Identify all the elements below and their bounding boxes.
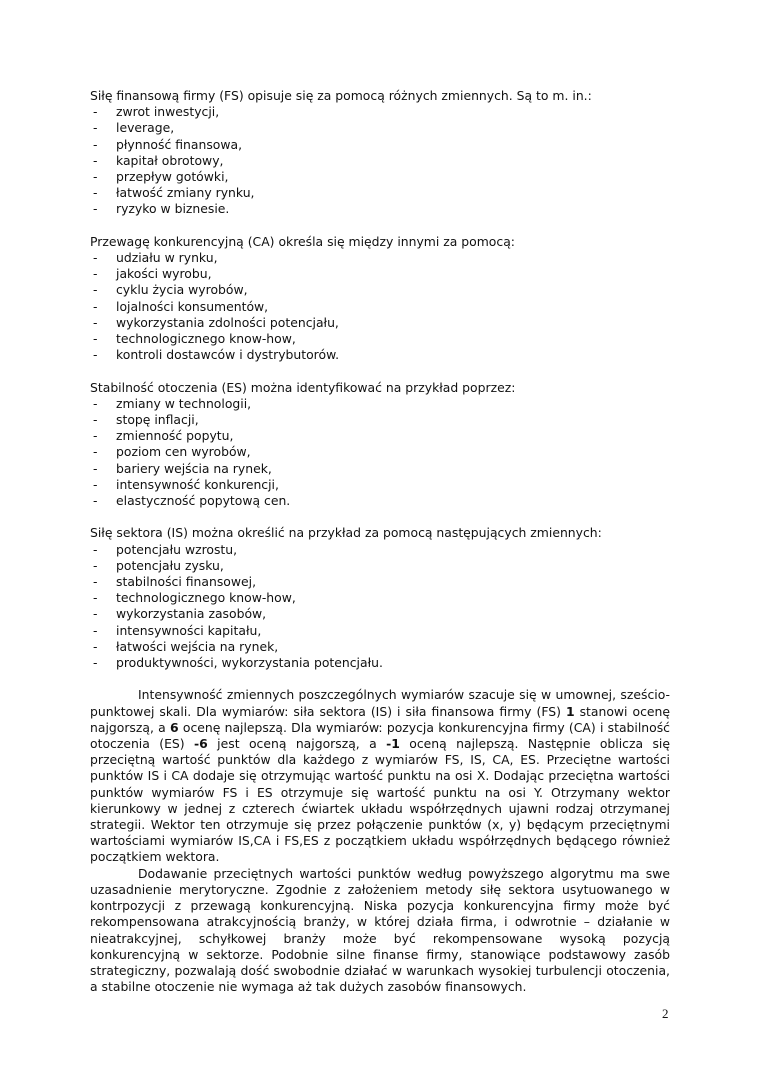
list-item: - jakości wyrobu, — [90, 266, 670, 282]
section-es-lead: Stabilność otoczenia (ES) można identyfikować na przykład poprzez: — [90, 379, 516, 395]
section-ca-lead: Przewagę konkurencyjną (CA) określa się między innymi za pomocą: — [90, 233, 515, 249]
list-item: - płynność finansowa, — [90, 137, 670, 153]
list-item: - elastyczność popytową cen. — [90, 493, 670, 509]
list-item: - bariery wejścia na rynek, — [90, 461, 670, 477]
list-item: - technologicznego know-how, — [90, 331, 670, 347]
paragraph-text: stanowi ocenę najgorszą, a — [90, 703, 670, 735]
list-item: - leverage, — [90, 120, 670, 136]
bold-value: -1 — [386, 736, 400, 752]
list-item: - intensywność konkurencji, — [90, 477, 670, 493]
paragraph-text: Intensywność zmiennych poszczególnych wymiarów szacuje się w umownej, sześcio-punktowej skali. Dla wymiarów: siła sektora (IS) i siła finansowa firmy (FS) — [90, 687, 670, 719]
list-item: - łatwości wejścia na rynek, — [90, 639, 670, 655]
list-item: - potencjału wzrostu, — [90, 542, 670, 558]
list-item: - wykorzystania zasobów, — [90, 606, 670, 622]
list-item: - zmienność popytu, — [90, 428, 670, 444]
list-item: - intensywności kapitału, — [90, 623, 670, 639]
paragraph-text: oceną najlepszą. Następnie oblicza się przeciętną wartość punktów dla każdego z wymiarów FS, IS, CA, ES. Przeciętne wartości punktów IS i CA dodaje się otrzymując wartość punktu na osi X. Dodając przeciętna wartości punktów wymiarów FS i ES otrzymuje się wartość punktu na osi Y. Otrzymany wektor kierunkowy w jednej z czterech ćwiartek układu współrzędnych ujawni rodzaj otrzymanej strategii. Wektor ten otrzymuje się przez połączenie punktów (x, y) będącym przeciętnymi wartościami wymiarów IS,CA i FS,ES z początkiem układu współrzędnych będącego również początkiem wektora. — [90, 736, 670, 865]
paragraph-text: jest oceną najgorszą, a — [207, 736, 387, 752]
section-es-list — [90, 396, 670, 509]
list-item: - lojalności konsumentów, — [90, 299, 670, 315]
page-number: 2 — [662, 1006, 669, 1021]
list-item: - produktywności, wykorzystania potencjału. — [90, 655, 670, 671]
list-item: - technologicznego know-how, — [90, 590, 670, 606]
list-item: - kapitał obrotowy, — [90, 153, 670, 169]
section-ca-list — [90, 250, 670, 363]
section-is-lead: Siłę sektora (IS) można określić na przykład za pomocą następujących zmiennych: — [90, 525, 602, 541]
page-content — [90, 88, 670, 995]
list-item: - stabilności finansowej, — [90, 574, 670, 590]
list-item: - wykorzystania zdolności potencjału, — [90, 315, 670, 331]
list-item: - potencjału zysku, — [90, 558, 670, 574]
section-is-list — [90, 542, 670, 672]
list-item: - zwrot inwestycji, — [90, 104, 670, 120]
list-item: - ryzyko w biznesie. — [90, 201, 670, 217]
section-fs-lead: Siłę finansową firmy (FS) opisuje się za pomocą różnych zmiennych. Są to m. in.: — [90, 88, 592, 103]
list-item: - łatwość zmiany rynku, — [90, 185, 670, 201]
list-item: - cyklu życia wyrobów, — [90, 282, 670, 298]
list-item: - kontroli dostawców i dystrybutorów. — [90, 347, 670, 363]
list-item: - poziom cen wyrobów, — [90, 444, 670, 460]
list-item: - stopę inflacji, — [90, 412, 670, 428]
paragraph-justification: Dodawanie przeciętnych wartości punktów według powyższego algorytmu ma swe uzasadnienie merytoryczne. Zgodnie z założeniem metody siłę sektora usytuowanego w kontrpozycji z przewagą konkurencyjną. Niska pozycja konkurencyjna firmy może być rekompensowana atrakcyjnością branży, w której działa firma, i odwrotnie – działanie w nieatrakcyjnej, schyłkowej branży może być rekompensowane wysoką pozycją konkurencyjną w sektorze. Podobnie silne finanse firmy, stanowiące podstawowy zasób strategiczny, pozwalają dość swobodnie działać w warunkach wysokiej turbulencji otoczenia, a stabilne otoczenie nie wymaga aż tak dużych zasobów finansowych. — [90, 865, 670, 995]
list-item: - zmiany w technologii, — [90, 396, 670, 412]
list-item: - udziału w rynku, — [90, 250, 670, 266]
bold-value: 1 — [565, 703, 575, 719]
bold-value: 6 — [170, 719, 179, 735]
paragraph-intensity-scale — [90, 687, 670, 865]
list-item: - przepływ gotówki, — [90, 169, 670, 185]
paragraph-text: ocenę najlepszą. Dla wymiarów: pozycja konkurencyjna firmy (CA) i stabilność otoczenia (ES) — [90, 719, 670, 752]
section-fs-list — [90, 104, 670, 217]
bold-value: -6 — [194, 736, 208, 752]
